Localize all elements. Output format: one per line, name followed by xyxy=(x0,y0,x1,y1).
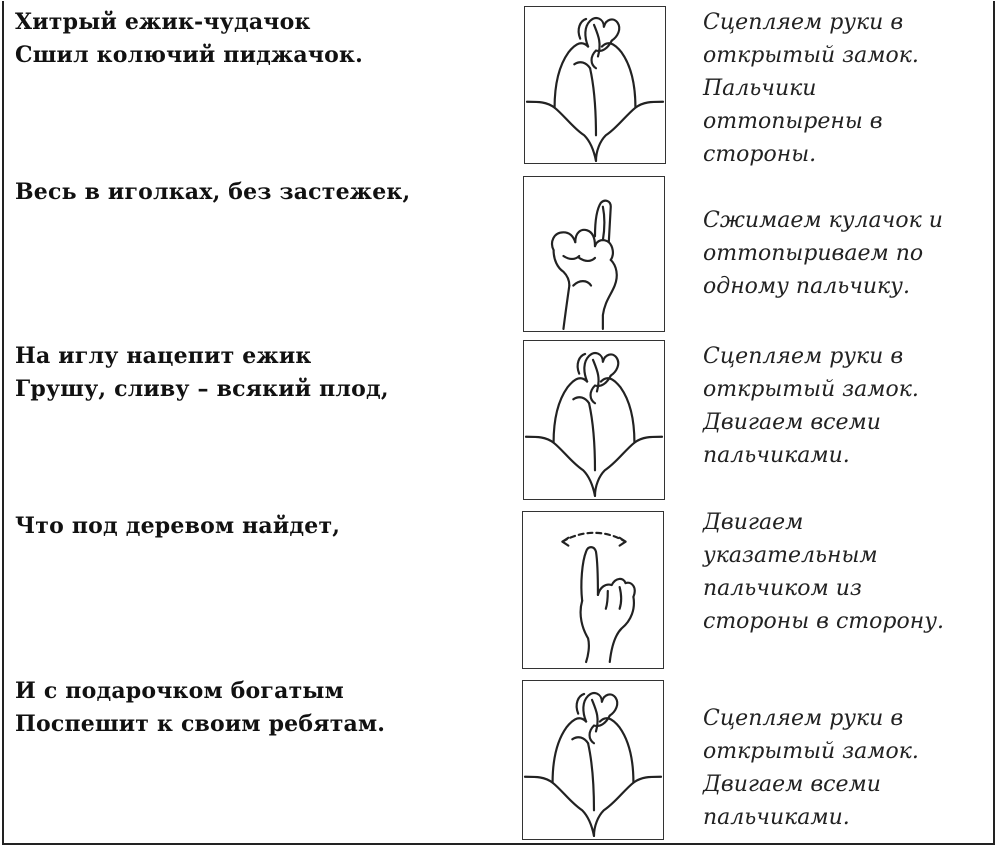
description-line: Сжимаем кулачок и xyxy=(703,208,943,233)
verse-row-5 xyxy=(15,675,385,741)
description-line: стороны в сторону. xyxy=(703,609,944,634)
verse-line: Хитрый ежик-чудачок xyxy=(15,9,311,35)
description-line: Сцепляем руки в xyxy=(703,344,904,369)
gesture-image-row-5 xyxy=(522,680,664,840)
description-line: оттопырены в xyxy=(703,109,883,134)
gesture-image-row-2 xyxy=(523,176,665,332)
verse-row-2 xyxy=(15,176,410,209)
description-line: открытый замок. xyxy=(703,739,919,764)
verse-row-3 xyxy=(15,340,389,406)
gesture-image-row-1 xyxy=(524,6,666,164)
description-line: Сцепляем руки в xyxy=(703,706,904,731)
description-line: Пальчики xyxy=(703,76,817,101)
verse-line: На иглу нацепит ежик xyxy=(15,343,312,369)
verse-line: Сшил колючий пиджачок. xyxy=(15,42,363,68)
verse-line: Весь в иголках, без застежек, xyxy=(15,179,411,205)
clasped-hands-icon xyxy=(524,341,664,499)
description-line: пальчиками. xyxy=(703,443,850,468)
description-row-3 xyxy=(703,340,919,472)
description-line: Сцепляем руки в xyxy=(703,10,904,35)
description-line: пальчиком из xyxy=(703,576,862,601)
clasped-hands-icon xyxy=(525,7,665,163)
description-row-4 xyxy=(703,506,944,638)
description-line: одному пальчику. xyxy=(703,274,910,299)
fist-finger-up-icon xyxy=(524,177,664,331)
description-line: Двигаем xyxy=(703,510,804,535)
gesture-image-row-4 xyxy=(522,511,664,669)
description-line: оттопыриваем по xyxy=(703,241,924,266)
description-line: стороны. xyxy=(703,142,817,167)
description-line: Двигаем всеми xyxy=(703,410,881,435)
index-finger-swing-icon xyxy=(523,512,663,668)
description-line: открытый замок. xyxy=(703,43,919,68)
description-line: указательным xyxy=(703,543,878,568)
gesture-image-row-3 xyxy=(523,340,665,500)
verse-line: Что под деревом найдет, xyxy=(15,513,341,539)
verse-row-4 xyxy=(15,510,340,543)
verse-line: Поспешит к своим ребятам. xyxy=(15,711,386,737)
description-row-2 xyxy=(703,204,943,303)
verse-line: И с подарочком богатым xyxy=(15,678,344,704)
description-row-1 xyxy=(703,6,919,171)
description-line: пальчиками. xyxy=(703,805,850,830)
description-line: Двигаем всеми xyxy=(703,772,881,797)
verse-row-1 xyxy=(15,6,363,72)
description-line: открытый замок. xyxy=(703,377,919,402)
verse-line: Грушу, сливу – всякий плод, xyxy=(15,376,389,402)
clasped-hands-icon xyxy=(523,681,663,839)
description-row-5 xyxy=(703,702,919,834)
